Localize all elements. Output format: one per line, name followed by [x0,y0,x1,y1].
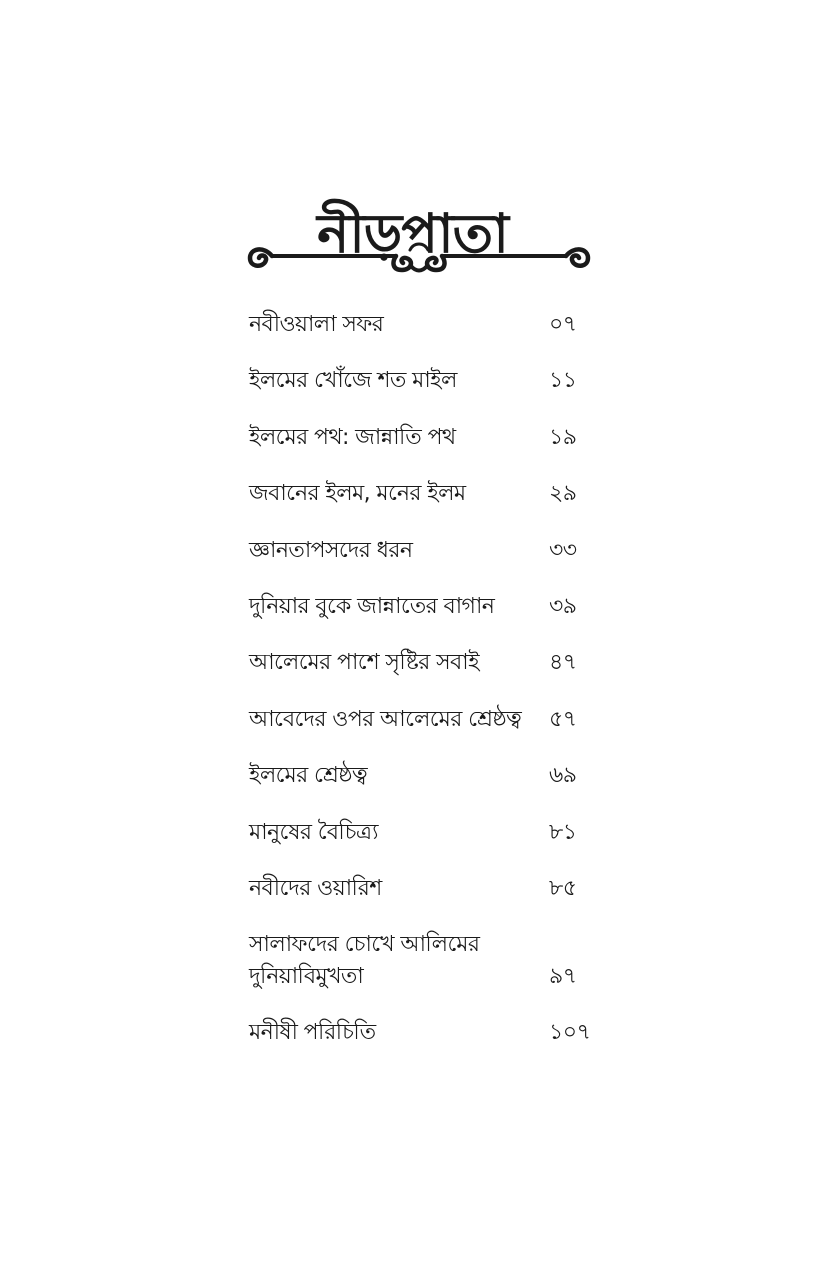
toc-entry-title: আবেদের ওপর আলেমের শ্রেষ্ঠত্ব [249,706,522,732]
toc-entry-page: ৫৭ [549,706,577,732]
toc-entry[interactable] [249,309,609,365]
toc-entry-title: দুনিয়ার বুকে জান্নাতের বাগান [249,593,495,619]
toc-entry-page: ১৯ [549,424,577,450]
toc-entry-title: জ্ঞানতাপসদের ধরন [249,537,413,563]
toc-entry-title: সালাফদের চোখে আলিমের দুনিয়াবিমুখতা [249,932,480,990]
toc-entry[interactable] [249,873,609,929]
toc-entry-page: ১১ [549,368,577,394]
toc-entry-page: ১০৭ [549,1020,591,1046]
toc-entry[interactable] [249,1017,609,1073]
toc-entry-title: ইলমের খোঁজে শত মাইল [249,368,457,394]
toc-entry-title: মানুষের বৈচিত্র্য [249,819,378,845]
toc-entry[interactable] [249,535,609,591]
toc-entry-page: ০৭ [549,312,577,337]
toc-entry[interactable] [249,478,609,534]
toc-entry-title: ইলমের শ্রেষ্ঠত্ব [249,763,368,789]
toc-entry-page: ৮৫ [549,875,577,901]
toc-entry-page: ৩৩ [549,537,577,563]
toc-entry-title: মনীষী পরিচিতি [249,1020,376,1046]
toc-entry[interactable] [249,422,609,478]
toc-entry-title: ইলমের পথ: জান্নাতি পথ [249,424,456,450]
toc-entry-page: ৬৯ [549,763,577,789]
toc-entry-page: ৪৭ [549,650,577,676]
toc-entry-title: জবানের ইলম, মনের ইলম [249,481,466,507]
toc-entry-title: নবীওয়ালা সফর [249,312,384,337]
toc-entry[interactable] [249,591,609,647]
page-title: নীড়পাতা [317,202,508,266]
scroll-divider-icon [246,236,592,276]
toc-entry[interactable] [249,929,609,1017]
toc-entry[interactable] [249,647,609,703]
toc-entry[interactable] [249,365,609,421]
toc-entry-page: ৮১ [549,819,577,845]
toc-entry-title: আলেমের পাশে সৃষ্টির সবাই [249,650,479,676]
toc-entry[interactable] [249,704,609,760]
toc-entry-page: ৯৭ [549,964,577,990]
toc-entry-title: নবীদের ওয়ারিশ [249,875,382,901]
toc-entry[interactable] [249,760,609,816]
toc-entry-page: ২৯ [549,481,577,507]
table-of-contents [249,309,609,1074]
toc-entry-page: ৩৯ [549,593,577,619]
toc-entry[interactable] [249,817,609,873]
